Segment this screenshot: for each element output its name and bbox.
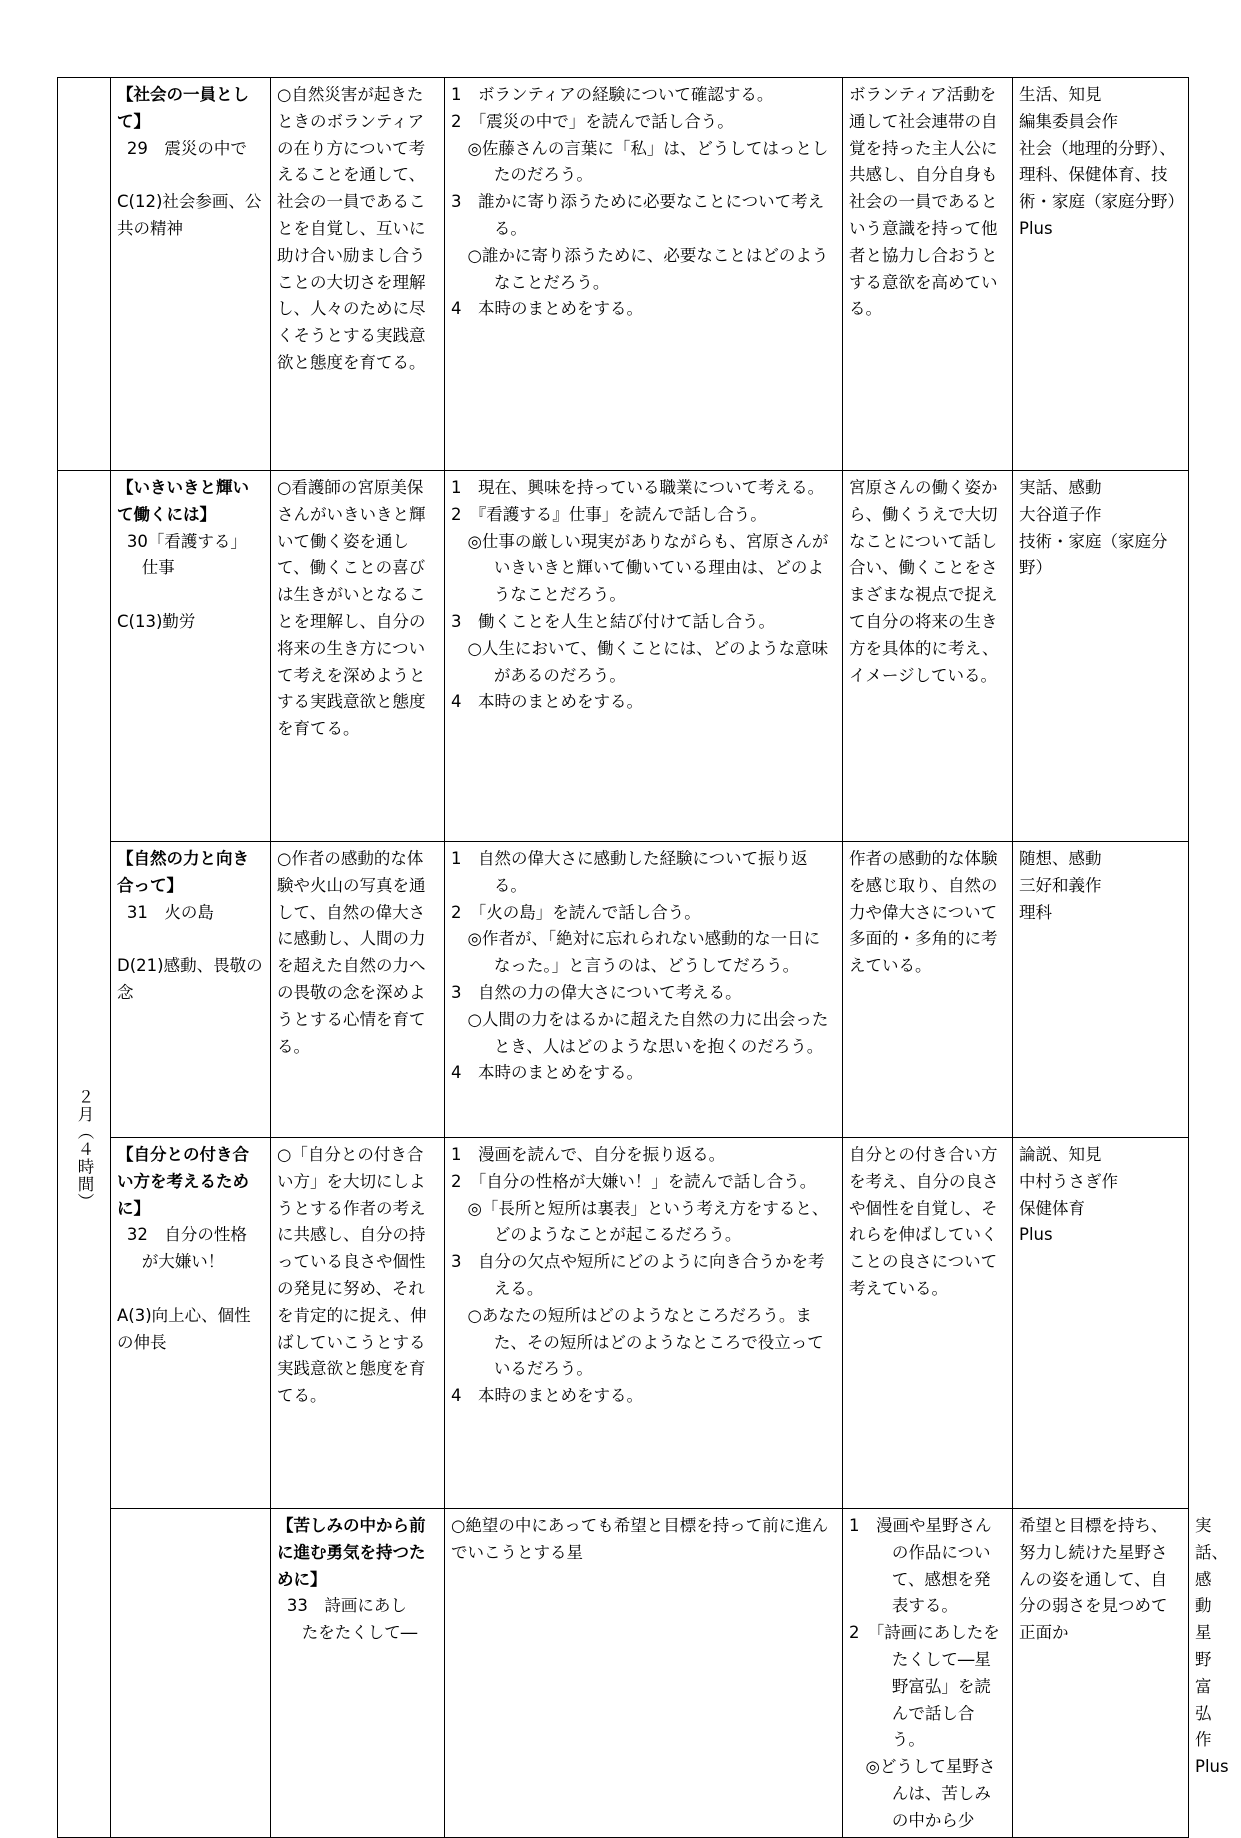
theme-title: 【自分との付き合い方を考えるために】 [117, 1145, 249, 1218]
content-category: C(13)勤労 [117, 611, 196, 631]
step-item: 2 「震災の中で」を読んで話し合う。 [451, 111, 734, 131]
lesson-row-30 [58, 471, 1189, 842]
step-item: 2 『看護する』仕事」を読んで話し合う。 [451, 504, 767, 524]
notes-cell [1013, 842, 1189, 1138]
theme-cell [271, 1509, 445, 1838]
lesson-row-32 [58, 1138, 1189, 1509]
aim-text: ○看護師の宮原美保さんがいきいきと輝いて働く姿を通して、働くことの喜びは生きがいとなることを理解し、自分の将来の生き方について考えを深めようとする実践意欲と態度を育てる。 [277, 478, 426, 739]
lesson-number-title: 33 詩画にあし [286, 1596, 407, 1616]
question-item: ○人間の力をはるかに超えた自然の力に出会ったとき、人はどのような思いを抱くのだろう。 [467, 1009, 829, 1056]
lesson-number-title: 29 震災の中で [126, 138, 247, 158]
step-item: 4 本時のまとめをする。 [451, 1386, 643, 1406]
question-item: ○誰かに寄り添うために、必要なことはどのようなことだろう。 [467, 245, 829, 292]
question-item: ◎作者が、「絶対に忘れられない感動的な一日になった。」と言うのは、どうしてだろう。 [467, 929, 821, 976]
content-category: A(3)向上心、個性の伸長 [117, 1305, 251, 1352]
evaluation-cell [1013, 1509, 1189, 1838]
steps-cell [445, 1138, 843, 1509]
evaluation-text: 自分との付き合い方を考え、自分の良さや個性を自覚し、それらを伸ばしていくことの良さについて考えている。 [849, 1145, 999, 1298]
note-line: 論説、知見 [1019, 1145, 1102, 1164]
note-line: 社会（地理的分野）、理科、保健体育、技術・家庭（家庭分野） [1019, 138, 1184, 212]
steps-cell [445, 842, 843, 1138]
note-line: 生活、知見 [1019, 85, 1102, 104]
aim-cell [271, 78, 445, 471]
lesson-number-title: 32 自分の性格 [126, 1225, 247, 1245]
notes-cell [1013, 471, 1189, 842]
evaluation-cell [843, 842, 1013, 1138]
step-item: 4 本時のまとめをする。 [451, 1063, 643, 1083]
evaluation-text: 作者の感動的な体験を感じ取り、自然の力や偉大さについて多面的・多角的に考えている。 [849, 849, 998, 976]
theme-cell [111, 471, 271, 842]
lesson-table [57, 77, 1229, 1838]
theme-cell [111, 1138, 271, 1509]
step-item: 4 本時のまとめをする。 [451, 692, 643, 712]
lesson-row-33: 【苦しみの中から前に進む勇気を持つために】 33 詩画にあし たをたくして― ○絶望の中にあっても希望と目標を持って前に進んでいこうとする星 1 漫画や星野さんの作品について、感想を発表する。 2 「詩画にあしたをたくして―星野富弘」を読んで話し合う。 ◎どうして星野さんは、苦しみの中から少 希望と目標を持ち、努力し続けた星野さんの姿を通して、自分の弱さを見つめて正面か 実話、感動 星野富弘作 Plus [58, 1509, 1189, 1838]
lesson-number-title-cont: たをたくして― [301, 1623, 418, 1643]
step-item: 3 誰かに寄り添うために必要なことについて考える。 [451, 192, 825, 238]
note-line: 随想、感動 [1019, 849, 1102, 868]
month-cell-empty [58, 78, 111, 471]
step-item: 3 自然の力の偉大さについて考える。 [451, 982, 742, 1002]
theme-title: 【苦しみの中から前に進む勇気を持つために】 [277, 1516, 426, 1589]
step-item: 4 本時のまとめをする。 [451, 299, 643, 319]
question-item: ◎「長所と短所は裏表」という考え方をすると、どのようなことが起こるだろう。 [467, 1198, 829, 1245]
note-line: 保健体育 [1019, 1198, 1085, 1218]
question-item: ◎佐藤さんの言葉に「私」は、どうしてはっとしたのだろう。 [467, 138, 829, 185]
aim-text: ○「自分との付き合い方」を大切にしようとする作者の考えに共感し、自分の持っている良さや個性の発見に努め、それを肯定的に捉え、伸ばしていこうとする実践意欲と態度を育てる。 [277, 1145, 427, 1406]
theme-cell [111, 842, 271, 1138]
step-item: 1 現在、興味を持っている職業について考える。 [451, 478, 825, 497]
aim-cell [271, 1138, 445, 1509]
step-item: 2 「火の島」を読んで話し合う。 [451, 902, 701, 922]
step-item: 2 「詩画にあしたをたくして―星野富弘」を読んで話し合う。 [849, 1623, 1000, 1750]
aim-text: ○自然災害が起きたときのボランティアの在り方について考えることを通して、社会の一員であることを自覚し、互いに助け合い励まし合うことの大切さを理解し、人々のために尽くそうとする実践意欲と態度を育てる。 [277, 85, 426, 372]
note-line: Plus [1019, 1225, 1053, 1245]
content-category: D(21)感動、畏敬の念 [117, 956, 263, 1002]
lesson-number-title: 31 火の島 [126, 902, 214, 922]
theme-title: 【自然の力と向き合って】 [117, 849, 249, 895]
step-item: 1 漫画や星野さんの作品について、感想を発表する。 [849, 1516, 992, 1616]
evaluation-text: ボランティア活動を通して社会連帯の自覚を持った主人公に共感し、自分自身も社会の一員であるという意識を持って他者と協力し合おうとする意欲を高めている。 [849, 85, 998, 319]
step-item: 1 漫画を読んで、自分を振り返る。 [451, 1145, 726, 1164]
aim-text: ○絶望の中にあっても希望と目標を持って前に進んでいこうとする星 [451, 1516, 829, 1562]
note-line: 理科 [1019, 902, 1052, 922]
note-line: 編集委員会作 [1019, 111, 1118, 131]
evaluation-cell [843, 78, 1013, 471]
lesson-row-29 [58, 78, 1189, 471]
note-line: Plus [1019, 218, 1053, 238]
evaluation-text: 希望と目標を持ち、努力し続けた星野さんの姿を通して、自分の弱さを見つめて正面か [1019, 1516, 1168, 1643]
evaluation-cell [843, 1138, 1013, 1509]
lesson-plan-table [57, 77, 1229, 1838]
question-item: ◎どうして星野さんは、苦しみの中から少 [865, 1757, 996, 1830]
step-item: 1 自然の偉大さに感動した経験について振り返る。 [451, 849, 808, 895]
evaluation-cell [843, 471, 1013, 842]
steps-cell [445, 78, 843, 471]
theme-title: 【社会の一員として】 [117, 85, 249, 131]
aim-cell [271, 471, 445, 842]
notes-cell [1013, 1138, 1189, 1509]
note-line: 三好和義作 [1019, 875, 1102, 895]
step-item: 1 ボランティアの経験について確認する。 [451, 85, 774, 104]
lesson-row-31 [58, 842, 1189, 1138]
evaluation-text: 宮原さんの働く姿から、働くうえで大切なことについて話し合い、働くことをさまざまな視点で捉えて自分の将来の生き方を具体的に考え、イメージしている。 [849, 478, 999, 685]
note-line: 中村うさぎ作 [1019, 1171, 1118, 1191]
step-item: 3 働くことを人生と結び付けて話し合う。 [451, 611, 775, 631]
notes-cell [1013, 78, 1189, 471]
month-cell [58, 471, 111, 1838]
steps-cell [445, 471, 843, 842]
month-cell-empty [111, 1509, 271, 1838]
theme-cell [111, 78, 271, 471]
note-line: 技術・家庭（家庭分野） [1019, 531, 1168, 578]
lesson-number-title: 30「看護する」 [126, 531, 247, 551]
question-item: ◎仕事の厳しい現実がありながらも、宮原さんがいきいきと輝いて働いている理由は、どのようなことだろう。 [467, 531, 829, 605]
lesson-number-title-cont: が大嫌い！ [141, 1252, 225, 1272]
lesson-number-title-cont: 仕事 [141, 558, 175, 578]
step-item: 3 自分の欠点や短所にどのように向き合うかを考える。 [451, 1252, 825, 1298]
question-item: ○人生において、働くことには、どのような意味があるのだろう。 [467, 638, 829, 685]
steps-cell [843, 1509, 1013, 1838]
content-category: C(12)社会参画、公共の精神 [117, 192, 262, 238]
step-item: 2 「自分の性格が大嫌い！」を読んで話し合う。 [451, 1171, 817, 1191]
aim-cell [445, 1509, 843, 1838]
note-line: 実話、感動 [1019, 478, 1102, 497]
aim-text: ○作者の感動的な体験や火山の写真を通して、自然の偉大さに感動し、人間の力を超えた自然の力への畏敬の念を深めようとする心情を育てる。 [277, 849, 426, 1056]
question-item: ○あなたの短所はどのようなところだろう。また、その短所はどのようなところで役立っているだろう。 [467, 1305, 824, 1379]
aim-cell [271, 842, 445, 1138]
theme-title: 【いきいきと輝いて働くには】 [117, 478, 249, 524]
note-line: 大谷道子作 [1019, 504, 1102, 524]
month-label: ２月（４時間） [75, 1088, 94, 1211]
